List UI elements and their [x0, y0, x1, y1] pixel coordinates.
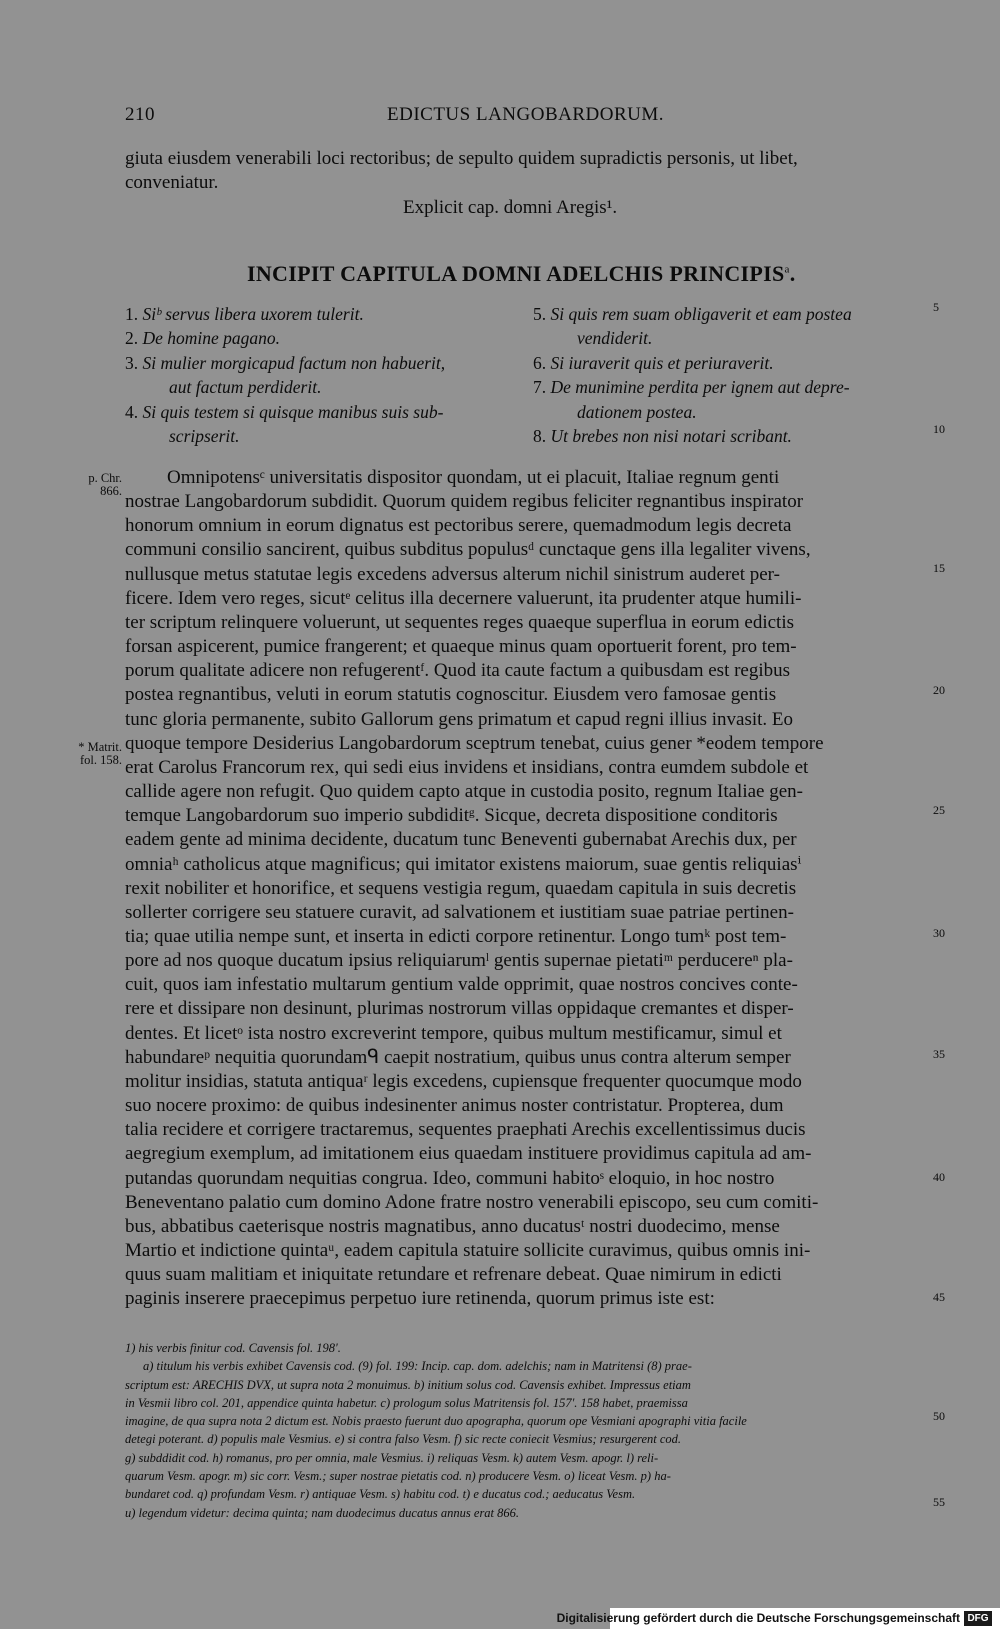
- continuation-line: giuta eiusdem venerabili loci rectoribus; de sepulto quidem supradictis personis, ut libet,: [125, 148, 798, 169]
- body-line: Martio et indictione quintaᵘ, eadem capitula statuire sollicite curavimus, quibus omnis ini-: [125, 1240, 811, 1261]
- body-line: cuit, quos iam infestatio multarum gentium valde opprimit, quae nostros concives conte-: [125, 974, 798, 996]
- body-line: dentes. Et licetᵒ ista nostro excreverint tempore, quibus multum mestificamur, simul et: [125, 1022, 782, 1044]
- footnotes: [125, 1339, 925, 1522]
- footnote-line: imagine, de qua supra nota 2 dictum est. Nobis praesto fuerunt duo apographa, quorum ope Vesmiani apographi vitia facile: [125, 1414, 747, 1429]
- body-line: postea regnantibus, veluti in eorum statutis cognoscitur. Eiusdem vero famosae gentis: [125, 684, 777, 706]
- body-line: Omnipotensᶜ universitatis dispositor quondam, ut ei placuit, Italiae regnum genti: [167, 467, 780, 488]
- toc-item: 7. De munimine perdita per ignem aut depre-: [533, 377, 850, 398]
- body-line: porum qualitate adicere non refugerentᶠ. Quod ita caute factum a quibusdam est regibus: [125, 660, 791, 682]
- toc-left-column: [125, 302, 525, 448]
- body-line: erat Carolus Francorum rex, qui sedi eius invidens et insidians, contra eumdem subdole et: [125, 756, 809, 778]
- body-line: paginis inserere praecepimus perpetuo iure retinenda, quorum primus iste est:: [125, 1288, 715, 1310]
- body-line: sollerter corrigere seu statuere curavit, ad salvationem et iustitiam suae patriae pertinen-: [125, 901, 794, 923]
- line-number: 30: [933, 926, 945, 940]
- margin-note-date: p. Chr. 866.: [88, 471, 122, 498]
- toc-right-column: [533, 302, 933, 448]
- footnote-line: g) subddidit cod. h) romanus, pro per omnia, male Vesmius. i) reliquas Vesm. k) autem Vesm. apogr. l) reli-: [125, 1450, 659, 1465]
- page-number: 210: [125, 104, 155, 125]
- body-line: talia recidere et corrigere tractaremus, sequentes praephati Arechis excellentissimus ducis: [125, 1119, 806, 1141]
- body-line: communi consilio sancirent, quibus subditus populusᵈ cunctaque gens illa legaliter vivens,: [125, 539, 811, 561]
- body-line: forsan aspicerent, pumice frangerent; et quaeque minus quam oportuerit forent, pro tem-: [125, 636, 797, 658]
- body-line: rere et dissipare non desinunt, plurimas nostrorum villas oppidaque cremantes et disper-: [125, 998, 794, 1020]
- toc-item: 2. De homine pagano.: [125, 328, 281, 349]
- funding-notice: Digitalisierung gefördert durch die Deutsche Forschungsgemeinschaft: [556, 1611, 960, 1625]
- toc-item: 1. Siᵇ servus libera uxorem tulerit.: [125, 304, 364, 324]
- body-line: tunc gloria permanente, subito Gallorum gens primatum et capud regni illius invasit. Eo: [125, 708, 794, 730]
- toc-item: 5. Si quis rem suam obligaverit et eam postea: [533, 304, 852, 324]
- body-line: temque Langobardorum suo imperio subdiditᵍ. Sicque, decreta dispositione conditoris: [125, 805, 778, 827]
- toc-item: 8. Ut brebes non nisi notari scribant.: [533, 426, 792, 447]
- body-line: tia; quae utilia nempe sunt, et inserta in edicti corpore retinentur. Longo tumᵏ post tem-: [125, 925, 787, 947]
- body-line: rexit nobiliter et honorifice, et sequens vestigia regum, quaedam capitula in suis decretis: [125, 877, 797, 899]
- body-line: omniaʰ catholicus atque magnificus; qui imitator existens maiorum, suae gentis reliquiasⁱ: [125, 853, 802, 875]
- body-line: bus, abbatibus caeterisque nostris magnatibus, anno ducatusᵗ nostri duodecimo, mense: [125, 1215, 780, 1237]
- dfg-logo-icon: DFG: [964, 1611, 992, 1626]
- body-line: putandas quorundam nequitias congrua. Ideo, communi habitoˢ eloquio, in hoc nostro: [125, 1167, 775, 1189]
- line-number: 25: [933, 803, 945, 817]
- prologue-body: [125, 466, 930, 1311]
- toc-item: 6. Si iuraverit quis et periuraverit.: [533, 352, 774, 373]
- body-line: quoque tempore Desiderius Langobardorum sceptrum tenebat, cuius gener *eodem tempore: [125, 732, 824, 754]
- line-number: 20: [933, 683, 945, 697]
- chapter-title-text: INCIPIT CAPITULA DOMNI ADELCHIS PRINCIPIS: [247, 261, 785, 286]
- margin-note-matrit: * Matrit. fol. 158.: [78, 740, 122, 767]
- running-title: EDICTUS LANGOBARDORUM.: [387, 104, 665, 125]
- toc-item-continued: vendiderit.: [577, 328, 653, 349]
- toc-item: 3. Si mulier morgicapud factum non habuerit,: [125, 352, 446, 373]
- toc-item: 4. Si quis testem si quisque manibus suis sub-: [125, 401, 444, 422]
- toc-item-continued: scripserit.: [169, 426, 240, 447]
- footnote-line: bundaret cod. q) profundam Vesm. r) antiquae Vesm. s) habitu cod. t) e ducatus cod.; aeducatus Vesm.: [125, 1487, 636, 1502]
- body-line: callide agere non refugit. Quo quidem capto atque in custodia posito, regnum Italiae gen-: [125, 781, 803, 803]
- body-line: ter scriptum relinquere voluerunt, ut sequentes reges quaeque superflua in eorum edictis: [125, 611, 794, 633]
- line-number: 40: [933, 1170, 945, 1184]
- body-line: suo nocere proximo: de quibus indesinenter animus noster contristatur. Propterea, dum: [125, 1095, 784, 1117]
- chapter-title: INCIPIT CAPITULA DOMNI ADELCHIS PRINCIPIS$^a$.: [247, 261, 796, 286]
- body-line: Beneventano palatio cum domino Adone fratre nostro venerabili episcopo, seu cum comiti-: [125, 1191, 819, 1213]
- body-line: nullusque metus statutae legis excedens adversus alterum nichil sinistrum auderet per-: [125, 563, 780, 585]
- line-number: 55: [933, 1495, 945, 1509]
- body-line: molitur insidias, statuta antiquaʳ legis excedens, cupiensque frequenter quocumque modo: [125, 1070, 802, 1092]
- explicit-line: Explicit cap. domni Aregis¹.: [403, 197, 618, 218]
- line-number: 50: [933, 1409, 945, 1423]
- line-number: 5: [933, 300, 939, 314]
- footnote-line: a) titulum his verbis exhibet Cavensis cod. (9) fol. 199: Incip. cap. dom. adelchis; nam in Matritensi (8) prae-: [143, 1359, 692, 1374]
- toc-item-continued: dationem postea.: [577, 401, 697, 422]
- body-line: honorum omnium in eorum dignatus est pectoribus serere, quemadmodum legis decreta: [125, 515, 792, 537]
- footnote-line: scriptum est: ARECHIS DVX, ut supra nota 2 monuimus. b) initium solus cod. Cavensis exhibet. Impressus etiam: [125, 1377, 691, 1392]
- continuation-text: [125, 147, 925, 195]
- body-line: eadem gente ad minima decidente, ducatum tunc Beneventi gubernabat Arechis dux, per: [125, 829, 797, 851]
- chapter-title-note: a: [784, 263, 790, 276]
- footnote-line: quarum Vesm. apogr. m) sic corr. Vesm.; super nostrae pietatis cod. n) producere Vesm. o) liceat Vesm. p) ha-: [125, 1469, 671, 1484]
- footnote-line: detegi poterant. d) populis male Vesmius. e) si contra falso Vesm. f) sic recte coniecit Vesmius; resurgerent cod.: [125, 1432, 682, 1447]
- body-line: quus suam malitiam et iniquitate retundare et refrenare debeat. Quae nimirum in edicti: [125, 1264, 782, 1286]
- body-line: habundareᵖ nequitia quorundamᑫ caepit nostratium, quibus unus contra alterum semper: [125, 1046, 791, 1068]
- body-line: ficere. Idem vero reges, sicutᵉ celitus illa decernere valuerunt, ita prudenter atque humili-: [125, 587, 802, 609]
- line-number: 35: [933, 1047, 945, 1061]
- toc-item-continued: aut factum perdiderit.: [169, 377, 322, 398]
- line-number: 45: [933, 1290, 945, 1304]
- footnote-line: u) legendum videtur: decima quinta; nam duodecimus ducatus annus erat 866.: [125, 1505, 520, 1520]
- body-line: aegregium exemplum, ad imitationem eius quaedam instituere providimus capitula ad am-: [125, 1143, 812, 1165]
- line-number: 15: [933, 561, 945, 575]
- footnote-line: in Vesmii libro col. 201, appendice quinta habetur. c) prologum solus Matritensis fol. 157'. 158 habet, praemissa: [125, 1395, 688, 1410]
- footnote-line: 1) his verbis finitur cod. Cavensis fol. 198'.: [125, 1341, 341, 1355]
- body-line: nostrae Langobardorum subdidit. Quorum quidem regibus feliciter regnantibus inspirator: [125, 491, 804, 513]
- body-line: pore ad nos quoque ducatum ipsius reliquiarumˡ gentis supernae pietatiᵐ perducereⁿ pla-: [125, 950, 793, 972]
- line-number: 10: [933, 422, 945, 436]
- continuation-line: conveniatur.: [125, 172, 219, 194]
